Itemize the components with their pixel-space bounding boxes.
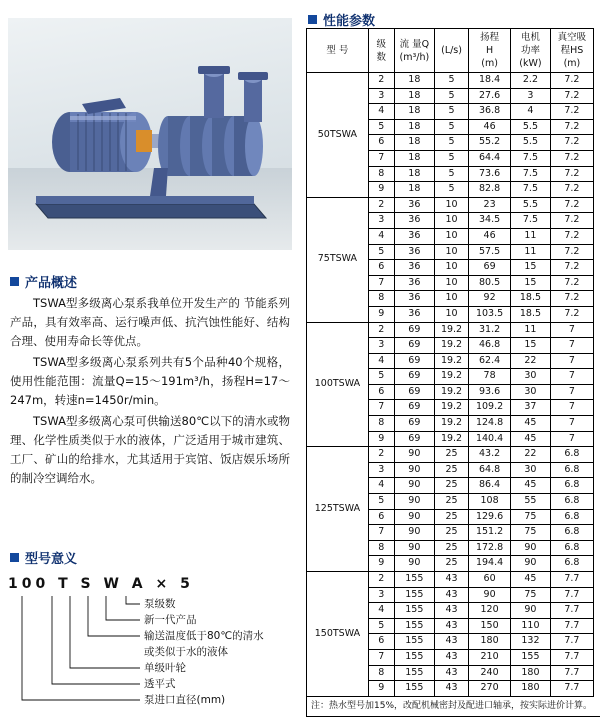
table-cell: 62.4	[469, 353, 511, 369]
table-cell: 172.8	[469, 540, 511, 556]
table-cell: 18	[394, 166, 434, 182]
table-cell: 43	[434, 618, 468, 634]
table-cell: 90	[394, 556, 434, 572]
table-cell: 7.5	[511, 213, 551, 229]
product-photo	[8, 18, 292, 250]
square-bullet-icon	[10, 277, 19, 286]
table-cell: 5	[434, 73, 468, 89]
table-cell: 5	[434, 88, 468, 104]
table-cell: 194.4	[469, 556, 511, 572]
model-cell: 125TSWA	[307, 447, 369, 572]
table-cell: 5	[368, 369, 394, 385]
table-cell: 25	[434, 556, 468, 572]
table-cell: 64.4	[469, 150, 511, 166]
table-cell: 3	[511, 88, 551, 104]
table-cell: 5	[434, 104, 468, 120]
table-cell: 155	[394, 572, 434, 588]
table-row	[307, 572, 594, 588]
model-label-4: 单级叶轮	[144, 662, 186, 674]
table-cell: 36	[394, 197, 434, 213]
table-cell: 93.6	[469, 384, 511, 400]
table-cell: 7.2	[550, 260, 593, 276]
table-cell: 7	[550, 353, 593, 369]
table-cell: 7.7	[550, 603, 593, 619]
table-cell: 7	[550, 431, 593, 447]
table-cell: 4	[368, 603, 394, 619]
table-cell: 7.2	[550, 228, 593, 244]
model-cell: 75TSWA	[307, 197, 369, 322]
table-cell: 80.5	[469, 275, 511, 291]
table-cell: 6	[368, 135, 394, 151]
table-cell: 6.8	[550, 525, 593, 541]
table-cell: 155	[394, 649, 434, 665]
table-cell: 69	[394, 353, 434, 369]
table-cell: 90	[394, 540, 434, 556]
table-cell: 25	[434, 525, 468, 541]
model-cell: 50TSWA	[307, 73, 369, 198]
table-cell: 90	[511, 603, 551, 619]
model-meaning-diagram	[0, 560, 300, 710]
table-cell: 19.2	[434, 384, 468, 400]
table-cell: 110	[511, 618, 551, 634]
table-cell: 36	[394, 275, 434, 291]
table-cell: 2	[368, 73, 394, 89]
table-cell: 78	[469, 369, 511, 385]
table-cell: 9	[368, 306, 394, 322]
table-cell: 43	[434, 634, 468, 650]
table-cell: 7	[368, 649, 394, 665]
table-cell: 30	[511, 462, 551, 478]
table-cell: 15	[511, 338, 551, 354]
model-meaning-heading-label: 型号意义	[25, 552, 78, 567]
table-cell: 7.2	[550, 275, 593, 291]
table-cell: 5	[368, 119, 394, 135]
table-cell: 18.5	[511, 306, 551, 322]
pump-illustration	[8, 18, 292, 250]
table-cell: 18	[394, 104, 434, 120]
table-cell: 7.7	[550, 587, 593, 603]
square-bullet-icon	[308, 15, 317, 24]
table-cell: 9	[368, 556, 394, 572]
table-cell: 90	[469, 587, 511, 603]
table-cell: 18	[394, 88, 434, 104]
table-cell: 5	[434, 182, 468, 198]
table-cell: 5	[434, 135, 468, 151]
table-cell: 10	[434, 197, 468, 213]
table-cell: 5.5	[511, 197, 551, 213]
table-cell: 46	[469, 119, 511, 135]
table-cell: 19.2	[434, 322, 468, 338]
table-cell: 46	[469, 228, 511, 244]
table-cell: 10	[434, 228, 468, 244]
overview-paragraph-1: TSWA型多级离心泵系我单位开发生产的 节能系列产品，具有效率高、运行噪声低、抗汽蚀性能好、结构合理、使用寿命长等优点。	[10, 296, 290, 348]
overview-heading-label: 产品概述	[25, 276, 78, 291]
table-cell: 4	[368, 228, 394, 244]
table-cell: 86.4	[469, 478, 511, 494]
table-cell: 3	[368, 462, 394, 478]
table-cell: 151.2	[469, 525, 511, 541]
table-cell: 8	[368, 416, 394, 432]
table-cell: 103.5	[469, 306, 511, 322]
table-cell: 108	[469, 494, 511, 510]
table-cell: 6.8	[550, 447, 593, 463]
table-cell: 7	[550, 384, 593, 400]
table-cell: 18	[394, 135, 434, 151]
table-cell: 155	[394, 681, 434, 697]
table-cell: 8	[368, 665, 394, 681]
table-cell: 90	[394, 494, 434, 510]
table-cell: 9	[368, 182, 394, 198]
table-cell: 180	[511, 665, 551, 681]
table-cell: 7.2	[550, 104, 593, 120]
table-cell: 25	[434, 540, 468, 556]
table-cell: 82.8	[469, 182, 511, 198]
table-cell: 6.8	[550, 540, 593, 556]
table-cell: 10	[434, 306, 468, 322]
table-cell: 36	[394, 244, 434, 260]
table-cell: 43	[434, 603, 468, 619]
table-cell: 4	[368, 104, 394, 120]
table-header-cell-2: 流 量Q (m³/h)	[394, 29, 434, 73]
table-cell: 90	[394, 447, 434, 463]
table-cell: 155	[394, 603, 434, 619]
table-cell: 19.2	[434, 431, 468, 447]
table-cell: 30	[511, 384, 551, 400]
table-cell: 2	[368, 447, 394, 463]
table-cell: 55	[511, 494, 551, 510]
table-cell: 7.2	[550, 150, 593, 166]
table-cell: 36	[394, 260, 434, 276]
table-cell: 240	[469, 665, 511, 681]
table-cell: 3	[368, 587, 394, 603]
table-cell: 7	[550, 416, 593, 432]
table-body	[307, 73, 594, 697]
table-cell: 7.7	[550, 649, 593, 665]
table-cell: 6	[368, 634, 394, 650]
table-cell: 155	[394, 665, 434, 681]
table-cell: 75	[511, 509, 551, 525]
table-cell: 124.8	[469, 416, 511, 432]
table-cell: 43	[434, 572, 468, 588]
table-cell: 2	[368, 572, 394, 588]
table-row	[307, 73, 594, 89]
table-cell: 55.2	[469, 135, 511, 151]
table-cell: 2	[368, 197, 394, 213]
overview-heading	[10, 272, 77, 291]
table-cell: 7	[550, 400, 593, 416]
table-cell: 7.5	[511, 182, 551, 198]
table-cell: 43	[434, 681, 468, 697]
table-cell: 140.4	[469, 431, 511, 447]
table-cell: 23	[469, 197, 511, 213]
table-cell: 36	[394, 228, 434, 244]
table-cell: 19.2	[434, 353, 468, 369]
table-cell: 2.2	[511, 73, 551, 89]
table-cell: 7.7	[550, 634, 593, 650]
table-cell: 36	[394, 306, 434, 322]
table-cell: 10	[434, 260, 468, 276]
model-cell: 100TSWA	[307, 322, 369, 447]
table-cell: 43	[434, 665, 468, 681]
overview-text	[10, 294, 290, 490]
table-cell: 19.2	[434, 338, 468, 354]
table-cell: 73.6	[469, 166, 511, 182]
table-cell: 155	[394, 634, 434, 650]
table-cell: 19.2	[434, 369, 468, 385]
table-cell: 7.2	[550, 182, 593, 198]
table-cell: 90	[394, 462, 434, 478]
table-cell: 64.8	[469, 462, 511, 478]
table-cell: 10	[434, 244, 468, 260]
table-cell: 11	[511, 244, 551, 260]
performance-table	[306, 28, 594, 697]
table-cell: 60	[469, 572, 511, 588]
table-cell: 7.2	[550, 197, 593, 213]
table-cell: 8	[368, 291, 394, 307]
table-cell: 92	[469, 291, 511, 307]
table-cell: 43	[434, 649, 468, 665]
table-cell: 27.6	[469, 88, 511, 104]
table-cell: 270	[469, 681, 511, 697]
model-cell: 150TSWA	[307, 572, 369, 697]
table-cell: 19.2	[434, 400, 468, 416]
model-label-6: 泵进口直径(mm)	[144, 694, 226, 706]
table-cell: 7	[368, 275, 394, 291]
table-cell: 180	[469, 634, 511, 650]
table-cell: 36.8	[469, 104, 511, 120]
table-cell: 2	[368, 322, 394, 338]
table-cell: 45	[511, 478, 551, 494]
table-cell: 180	[511, 681, 551, 697]
table-cell: 90	[394, 509, 434, 525]
table-cell: 120	[469, 603, 511, 619]
table-cell: 69	[394, 431, 434, 447]
table-cell: 7.2	[550, 73, 593, 89]
table-cell: 43.2	[469, 447, 511, 463]
table-cell: 10	[434, 275, 468, 291]
table-cell: 3	[368, 88, 394, 104]
table-cell: 155	[394, 618, 434, 634]
table-cell: 7	[368, 150, 394, 166]
table-cell: 69	[394, 400, 434, 416]
table-cell: 5	[434, 166, 468, 182]
table-cell: 11	[511, 228, 551, 244]
table-cell: 69	[394, 416, 434, 432]
table-cell: 6.8	[550, 494, 593, 510]
table-cell: 210	[469, 649, 511, 665]
table-cell: 22	[511, 353, 551, 369]
table-cell: 19.2	[434, 416, 468, 432]
table-cell: 4	[511, 104, 551, 120]
table-header-row	[307, 29, 594, 73]
table-cell: 155	[511, 649, 551, 665]
table-cell: 7.5	[511, 150, 551, 166]
table-cell: 18	[394, 73, 434, 89]
table-cell: 6.8	[550, 478, 593, 494]
table-cell: 7.2	[550, 88, 593, 104]
table-cell: 7	[368, 525, 394, 541]
table-cell: 90	[511, 556, 551, 572]
table-cell: 3	[368, 213, 394, 229]
performance-heading	[308, 10, 375, 29]
table-header-cell-3: (L/s)	[434, 29, 468, 73]
table-cell: 7.2	[550, 119, 593, 135]
table-cell: 109.2	[469, 400, 511, 416]
table-cell: 11	[511, 322, 551, 338]
table-row	[307, 322, 594, 338]
table-cell: 7	[550, 338, 593, 354]
table-cell: 6	[368, 509, 394, 525]
table-cell: 25	[434, 494, 468, 510]
table-head	[307, 29, 594, 73]
table-cell: 9	[368, 681, 394, 697]
table-cell: 5	[368, 244, 394, 260]
table-cell: 18	[394, 119, 434, 135]
table-cell: 155	[394, 587, 434, 603]
table-cell: 6	[368, 260, 394, 276]
performance-table-wrap	[306, 28, 594, 717]
overview-paragraph-2: TSWA型多级离心泵系列共有5个品种40个规格，使用性能范围：流量Q=15～191m³/h，扬程H=17～247m，转速n=1450r/min。	[10, 355, 290, 407]
table-cell: 5	[434, 150, 468, 166]
table-cell: 7.5	[511, 166, 551, 182]
table-cell: 34.5	[469, 213, 511, 229]
table-cell: 36	[394, 213, 434, 229]
table-cell: 90	[394, 525, 434, 541]
table-cell: 18.5	[511, 291, 551, 307]
table-header-cell-5: 电机 功率 (kW)	[511, 29, 551, 73]
table-cell: 8	[368, 540, 394, 556]
table-cell: 8	[368, 166, 394, 182]
table-cell: 69	[394, 322, 434, 338]
table-cell: 7.7	[550, 572, 593, 588]
model-code: 100 T S W A × 5	[8, 576, 194, 592]
table-cell: 18.4	[469, 73, 511, 89]
table-cell: 22	[511, 447, 551, 463]
overview-paragraph-3: TSWA型多级离心泵可供输送80℃以下的清水或物理、化学性质类似于水的液体，广泛适用于城市建筑、工厂、矿山的给排水，尤其适用于宾馆、饭店娱乐场所的制冷空调给水。	[10, 414, 290, 485]
table-cell: 7.2	[550, 306, 593, 322]
table-header-cell-1: 级 数	[368, 29, 394, 73]
table-cell: 69	[469, 260, 511, 276]
table-header-cell-6: 真空吸 程HS (m)	[550, 29, 593, 73]
table-cell: 18	[394, 150, 434, 166]
table-cell: 5	[434, 119, 468, 135]
table-cell: 7	[368, 400, 394, 416]
table-cell: 7	[550, 369, 593, 385]
table-cell: 69	[394, 338, 434, 354]
table-cell: 25	[434, 509, 468, 525]
table-cell: 69	[394, 369, 434, 385]
table-cell: 150	[469, 618, 511, 634]
table-cell: 75	[511, 587, 551, 603]
table-cell: 10	[434, 291, 468, 307]
table-cell: 7.7	[550, 618, 593, 634]
table-cell: 25	[434, 478, 468, 494]
model-label-2: 输送温度低于80℃的清水	[144, 630, 264, 642]
table-cell: 6.8	[550, 462, 593, 478]
table-row	[307, 447, 594, 463]
table-cell: 25	[434, 462, 468, 478]
table-cell: 3	[368, 338, 394, 354]
table-cell: 7.7	[550, 665, 593, 681]
table-cell: 45	[511, 431, 551, 447]
model-label-3: 或类似于水的液体	[144, 646, 228, 658]
table-cell: 15	[511, 260, 551, 276]
table-cell: 5	[368, 494, 394, 510]
table-cell: 7.2	[550, 135, 593, 151]
model-label-0: 泵级数	[144, 598, 176, 610]
table-cell: 90	[394, 478, 434, 494]
table-cell: 9	[368, 431, 394, 447]
model-label-1: 新一代产品	[144, 614, 197, 626]
table-cell: 10	[434, 213, 468, 229]
table-cell: 18	[394, 182, 434, 198]
table-cell: 7.2	[550, 166, 593, 182]
table-cell: 45	[511, 416, 551, 432]
model-label-5: 透平式	[144, 678, 176, 690]
table-cell: 5.5	[511, 135, 551, 151]
table-cell: 4	[368, 478, 394, 494]
table-cell: 37	[511, 400, 551, 416]
table-cell: 69	[394, 384, 434, 400]
table-cell: 7.2	[550, 244, 593, 260]
table-header-cell-4: 扬程 H (m)	[469, 29, 511, 73]
table-cell: 4	[368, 353, 394, 369]
table-cell: 7.7	[550, 681, 593, 697]
table-cell: 43	[434, 587, 468, 603]
table-cell: 7.2	[550, 291, 593, 307]
table-cell: 46.8	[469, 338, 511, 354]
table-cell: 132	[511, 634, 551, 650]
table-cell: 30	[511, 369, 551, 385]
table-cell: 7.2	[550, 213, 593, 229]
table-cell: 6	[368, 384, 394, 400]
table-cell: 90	[511, 540, 551, 556]
table-cell: 25	[434, 447, 468, 463]
table-note: 注：热水型号加15%，改配机械密封及配进口轴承，按实际进价计算。	[306, 697, 600, 717]
table-cell: 57.5	[469, 244, 511, 260]
table-cell: 7	[550, 322, 593, 338]
performance-heading-label: 性能参数	[323, 14, 376, 29]
table-cell: 129.6	[469, 509, 511, 525]
table-cell: 31.2	[469, 322, 511, 338]
table-cell: 5	[368, 618, 394, 634]
table-cell: 36	[394, 291, 434, 307]
table-header-cell-0: 型 号	[307, 29, 369, 73]
table-cell: 75	[511, 525, 551, 541]
table-cell: 45	[511, 572, 551, 588]
table-cell: 6.8	[550, 556, 593, 572]
table-cell: 6.8	[550, 509, 593, 525]
table-cell: 5.5	[511, 119, 551, 135]
table-row	[307, 197, 594, 213]
table-cell: 15	[511, 275, 551, 291]
